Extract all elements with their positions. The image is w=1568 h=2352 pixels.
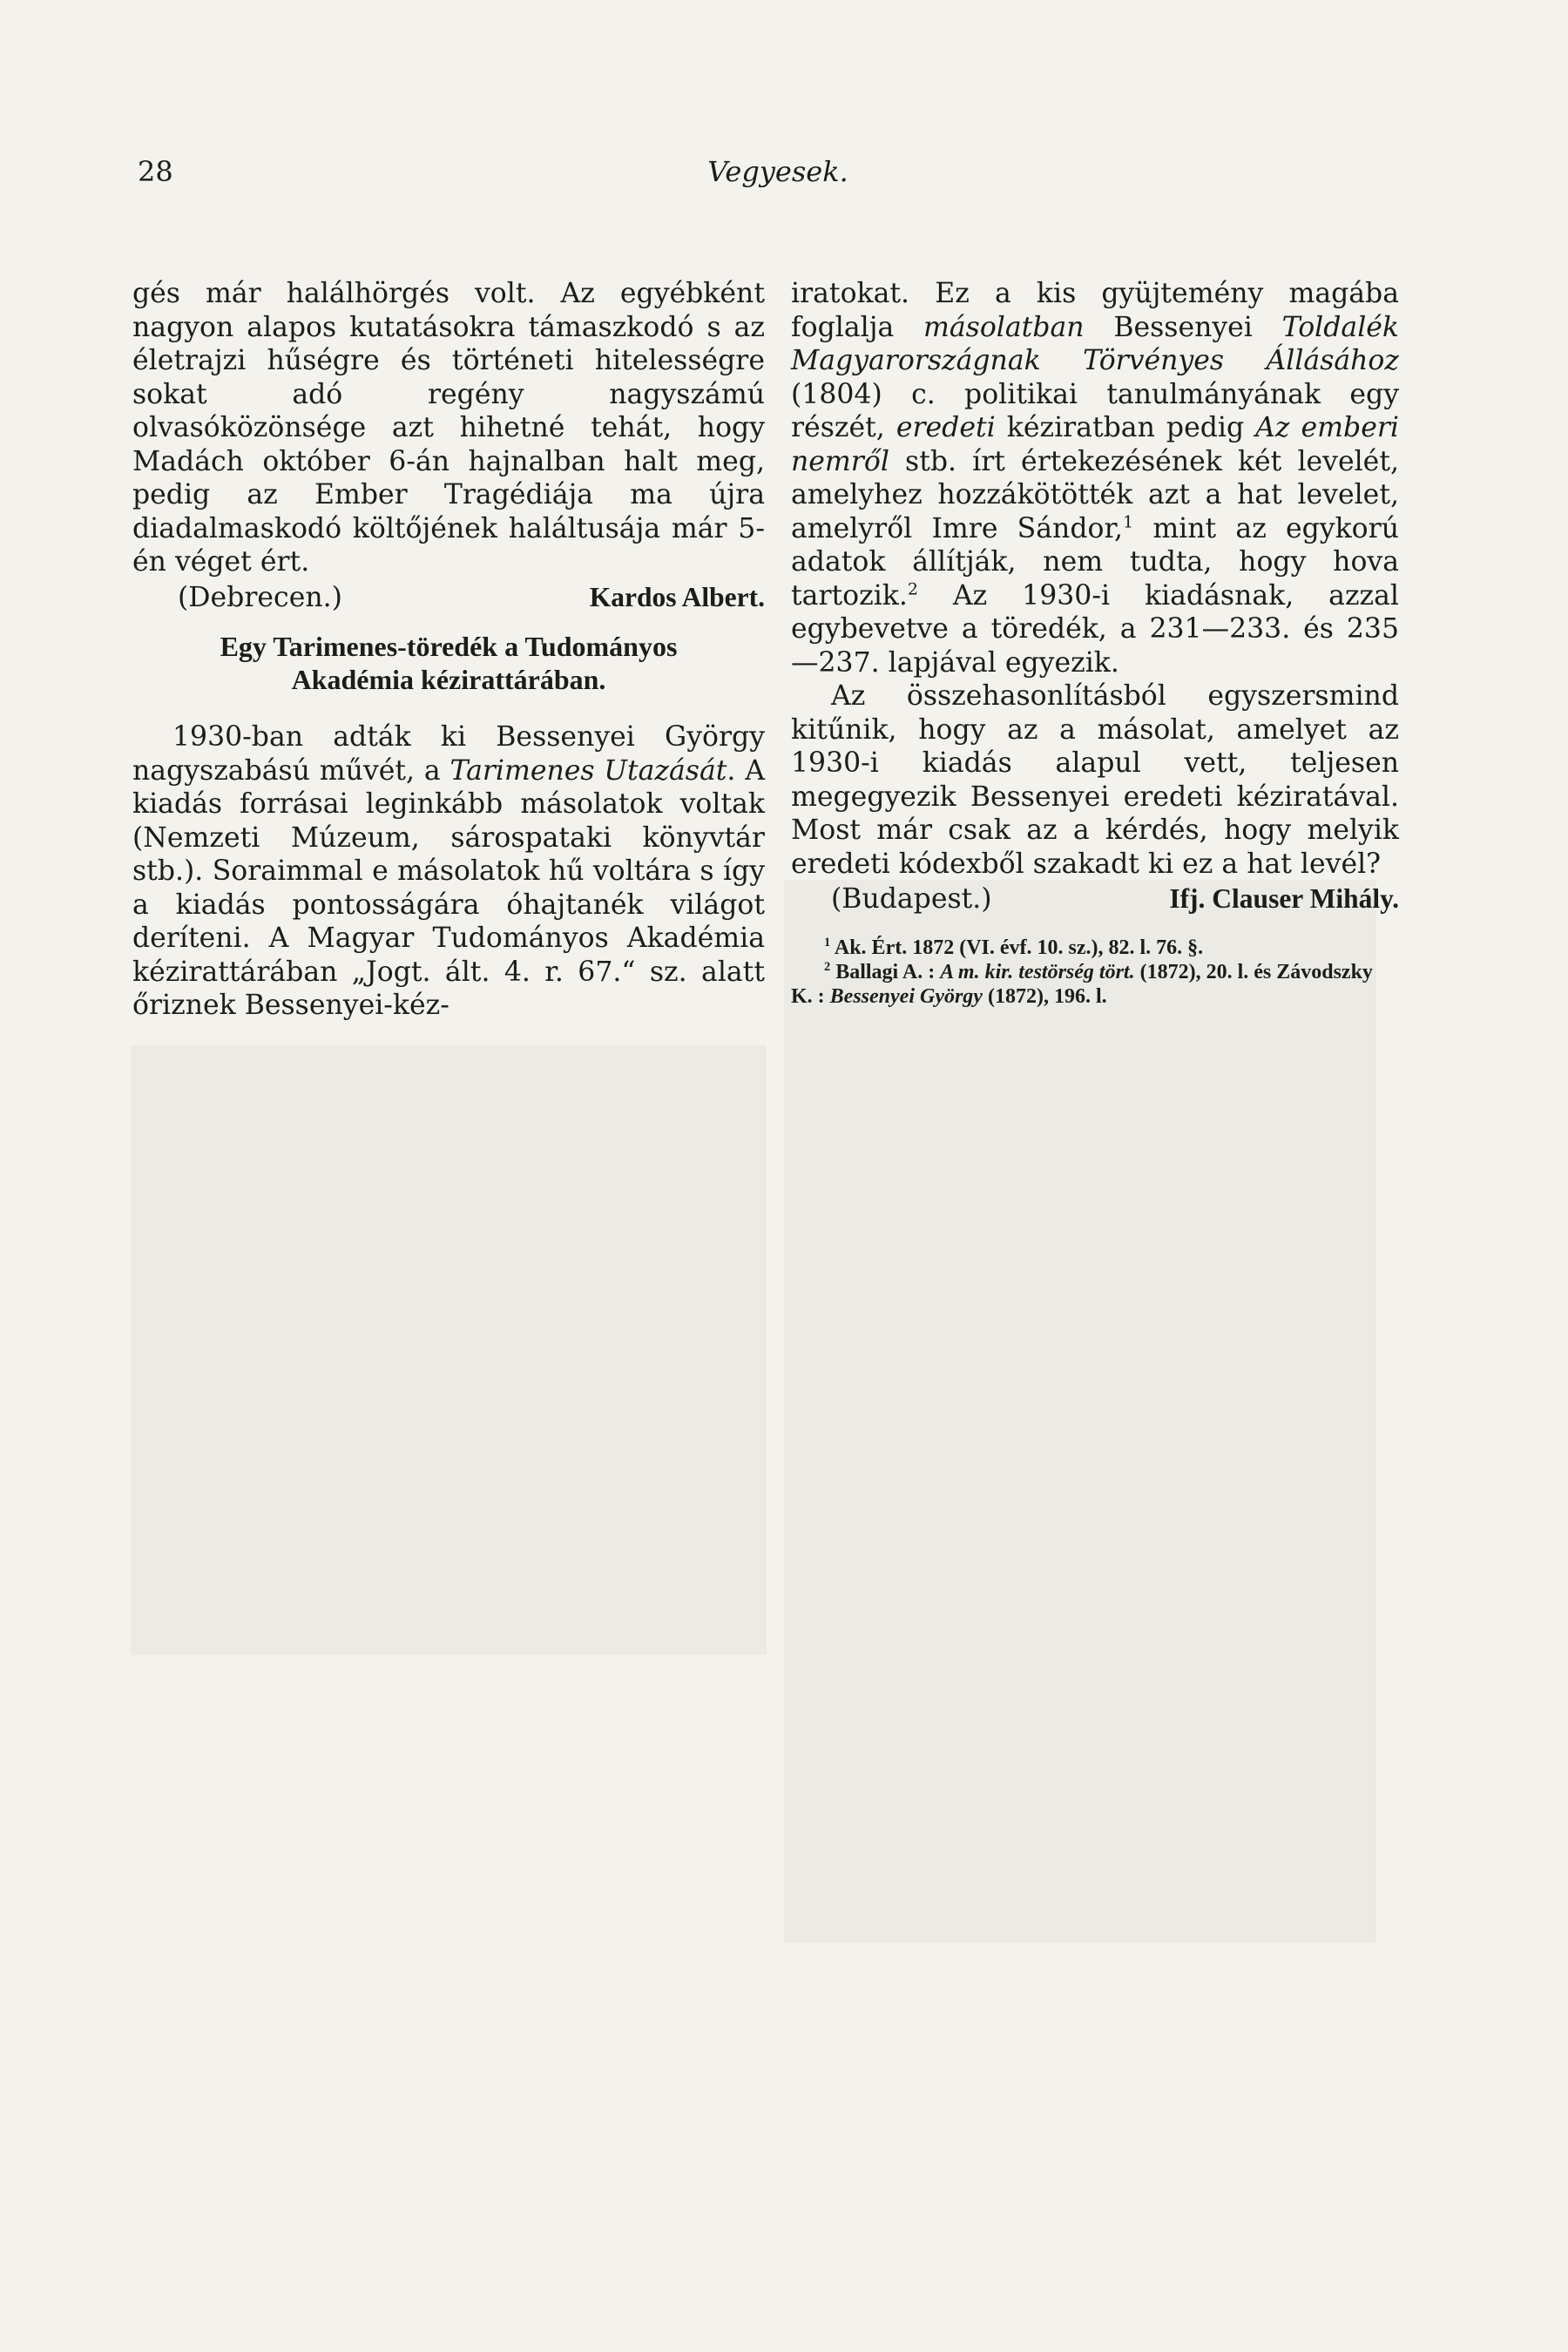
footnote-text: Ak. Ért. 1872 (VI. évf. 10. sz.), 82. l. 76. §.: [830, 936, 1204, 959]
paragraph: Az összehasonlításból egyszersmind kitűnik, hogy az a másolat, amelyet az 1930-i kiadás alapul vett, teljesen megegyezik Bessenyei eredeti kéziratával. Most már csak az a kérdés, hogy melyik eredeti kódexből szakadt ki ez a hat levél?: [791, 680, 1399, 880]
section-title: [132, 630, 765, 696]
page-number: 28: [138, 155, 173, 188]
footnote-text: Ballagi A. :: [830, 960, 941, 983]
italic-title: Bessenyei György: [829, 984, 983, 1008]
text-run: . A kiadás forrásai leginkább másolatok voltak (Nemzeti Múzeum, sárospataki könyvtár stb.). Soraimmal e másolatok hű voltára s így a kiadás pontosságára óhajtanék világot deríteni. A Magyar Tudományos Akadémia kézirattárában „Jogt. ált. 4. r. 67.“ sz. alatt őriznek Bessenyei-kéz-: [132, 754, 765, 1021]
section-title-line: Akadémia kézirattárában.: [291, 664, 606, 695]
footnote-text: (1872), 20. l. és Závodszky K. :: [791, 960, 1373, 1008]
paragraph: [791, 277, 1399, 679]
footnote: [791, 936, 1399, 960]
page-header: [138, 155, 1418, 199]
signature-author: Kardos Albert.: [589, 581, 765, 612]
section-title-line: Egy Tarimenes-töredék a Tudományos: [220, 631, 678, 662]
text-run: Az 1930-i kiadásnak, azzal egybevetve a töredék, a 231—233. és 235—237. lapjával egyezik.: [791, 579, 1399, 679]
paragraph: [132, 720, 765, 1023]
italic-term: másolatban: [923, 311, 1085, 343]
text-run: 1930-ban adták ki Bessenyei György nagyszabású művét, a: [132, 721, 765, 787]
footnote-text: (1872), 196. l.: [982, 984, 1107, 1008]
text-run: stb. írt értekezésének két levelét, amelyhez hozzákötötték azt a hat levelet, amelyről Imre Sándor,: [791, 445, 1399, 544]
footnote: [791, 960, 1399, 1009]
text-run: mint az egykorú adatok állítják, nem tudta, hogy hova tartozik.: [791, 512, 1399, 612]
text-run: iratokat. Ez a kis gyüjtemény magába foglalja: [791, 278, 1399, 343]
italic-title: Tarimenes Utazását: [449, 754, 727, 787]
bleed-through-text: [784, 880, 1376, 1943]
italic-title: A m. kir. testörség tört.: [940, 960, 1135, 983]
bleed-through-text: [131, 1045, 767, 1655]
text-run: (1804) c. politikai tanulmányának egy részét,: [791, 378, 1399, 443]
left-column: [132, 277, 765, 1023]
italic-title: Toldalék Magyarországnak Törvényes Állásához: [791, 311, 1399, 376]
right-column: [791, 277, 1399, 1009]
signature-author: Ifj. Clauser Mihály.: [1169, 883, 1399, 914]
text-run: kéziratban pedig: [995, 412, 1256, 443]
signature: [791, 882, 1399, 916]
signature-place: (Debrecen.): [178, 581, 342, 613]
signature: [132, 581, 765, 615]
footnote-number: 2: [824, 959, 831, 974]
footnote-ref: 1: [1123, 512, 1134, 531]
text-run: Bessenyei: [1084, 311, 1282, 343]
running-title: Vegyesek.: [707, 155, 848, 188]
paragraph: gés már halálhörgés volt. Az egyébként nagyon alapos kutatásokra támaszkodó s az életrajzi hűségre és történeti hitelességre sokat adó regény nagyszámú olvasóközönsége azt hihetné tehát, hogy Madách október 6-án hajnalban halt meg, pedig az Ember Tragédiája ma újra diadalmaskodó költőjének haláltusája már 5-én véget ért.: [132, 278, 765, 578]
footnote-ref: 2: [907, 579, 918, 598]
footnotes: [791, 936, 1399, 1009]
italic-term: eredeti: [896, 412, 996, 443]
signature-place: (Budapest.): [831, 883, 992, 915]
footnote-number: 1: [824, 935, 831, 950]
italic-title: Az emberi nemről: [791, 412, 1399, 477]
